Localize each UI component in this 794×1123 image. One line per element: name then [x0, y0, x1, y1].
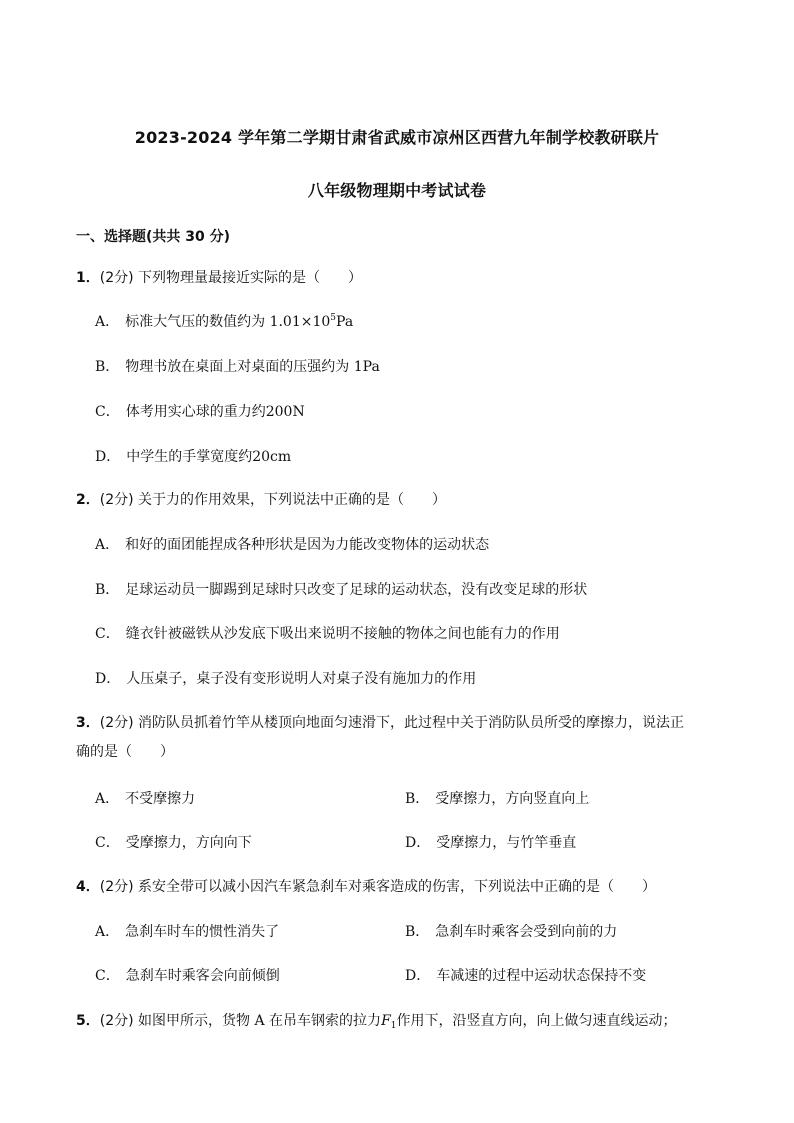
option-2a: [95, 534, 489, 554]
option-text: 不受摩擦力: [125, 791, 196, 807]
question-3-continued: [76, 741, 174, 761]
option-4b: [405, 921, 617, 941]
question-score: (2分): [99, 879, 134, 895]
question-stem: 关于力的作用效果，下列说法中正确的是（ ）: [138, 492, 447, 508]
option-text: 缝衣针被磁铁从沙发底下吸出来说明不接触的物体之间也能有力的作用: [125, 626, 560, 642]
question-stem: 下列物理量最接近实际的是（ ）: [138, 270, 363, 286]
option-text: 受摩擦力，与竹竿垂直: [436, 835, 577, 851]
option-text: 急刹车时乘客会受到向前的力: [435, 924, 618, 940]
exponent: 5: [330, 313, 337, 323]
question-score: (2分): [99, 492, 134, 508]
question-number: 3．: [76, 715, 100, 731]
option-letter: B．: [95, 359, 120, 375]
question-score: (2分): [99, 715, 134, 731]
option-3c: [95, 832, 252, 852]
option-letter: D．: [95, 671, 121, 687]
option-letter: C．: [95, 835, 120, 851]
force-variable: F: [381, 1013, 391, 1029]
unit-text: Pa: [336, 314, 354, 330]
question-number: 4．: [76, 879, 100, 895]
option-text: 人压桌子，桌子没有变形说明人对桌子没有施加力的作用: [126, 671, 477, 687]
option-2b: [95, 579, 587, 599]
option-text: 受摩擦力，方向竖直向上: [435, 791, 590, 807]
question-4: [76, 876, 656, 896]
option-text: 体考用实心球的重力约200N: [125, 404, 305, 420]
exam-title-line2: 八年级物理期中考试试卷: [307, 181, 487, 200]
option-letter: A．: [95, 537, 120, 553]
option-1d: [95, 446, 291, 466]
option-text: 车减速的过程中运动状态保持不变: [436, 968, 647, 984]
option-text: 急刹车时车的惯性消失了: [125, 924, 280, 940]
option-text: 和好的面团能捏成各种形状是因为力能改变物体的运动状态: [125, 537, 490, 553]
option-letter: B．: [405, 791, 430, 807]
question-stem-continued: 作用下，沿竖直方向，向上做匀速直线运动；: [396, 1013, 677, 1029]
question-number: 2．: [76, 492, 100, 508]
question-5: [76, 1010, 677, 1030]
option-letter: B．: [405, 924, 430, 940]
option-4d: [405, 965, 646, 985]
exam-title-line1: 2023-2024 学年第二学期甘肃省武威市凉州区西营九年制学校教研联片: [134, 128, 660, 147]
question-number: 5．: [76, 1013, 100, 1029]
option-letter: A．: [95, 314, 120, 330]
force-subscript: 1: [390, 1021, 397, 1031]
option-letter: B．: [95, 582, 120, 598]
option-letter: A．: [95, 924, 120, 940]
option-2c: [95, 623, 560, 643]
question-stem: 系安全带可以减小因汽车紧急刹车对乘客造成的伤害，下列说法中正确的是（ ）: [138, 879, 657, 895]
option-letter: C．: [95, 626, 120, 642]
option-letter: C．: [95, 968, 120, 984]
option-3b: [405, 788, 589, 808]
question-score: (2分): [99, 1013, 134, 1029]
option-letter: C．: [95, 404, 120, 420]
option-text: 急刹车时乘客会向前倾倒: [125, 968, 280, 984]
question-3: [76, 712, 684, 732]
option-letter: D．: [405, 835, 431, 851]
option-text: 中学生的手掌宽度约20cm: [126, 449, 292, 465]
option-1a: [95, 311, 353, 331]
option-text: 足球运动员一脚踢到足球时只改变了足球的运动状态，没有改变足球的形状: [125, 582, 588, 598]
option-3d: [405, 832, 576, 852]
option-letter: D．: [405, 968, 431, 984]
option-text: 受摩擦力，方向向下: [125, 835, 252, 851]
option-2d: [95, 668, 476, 688]
option-letter: A．: [95, 791, 120, 807]
question-1: [76, 267, 362, 287]
option-1b: [95, 356, 380, 376]
option-4a: [95, 921, 279, 941]
question-stem: 消防队员抓着竹竿从楼顶向地面匀速滑下，此过程中关于消防队员所受的摩擦力，说法正: [138, 715, 685, 731]
option-text: 标准大气压的数值约为 1.01×10: [125, 314, 331, 330]
question-score: (2分): [99, 270, 134, 286]
option-letter: D．: [95, 449, 121, 465]
question-number: 1．: [76, 270, 100, 286]
option-1c: [95, 401, 305, 421]
question-stem: 确的是（ ）: [76, 744, 174, 760]
question-2: [76, 489, 446, 509]
option-4c: [95, 965, 280, 985]
option-text: 物理书放在桌面上对桌面的压强约为 1Pa: [125, 359, 380, 375]
question-stem: 如图甲所示，货物 A 在吊车钢索的拉力: [138, 1013, 382, 1029]
section-heading: 一、选择题(共共 30 分): [76, 229, 231, 245]
option-3a: [95, 788, 195, 808]
